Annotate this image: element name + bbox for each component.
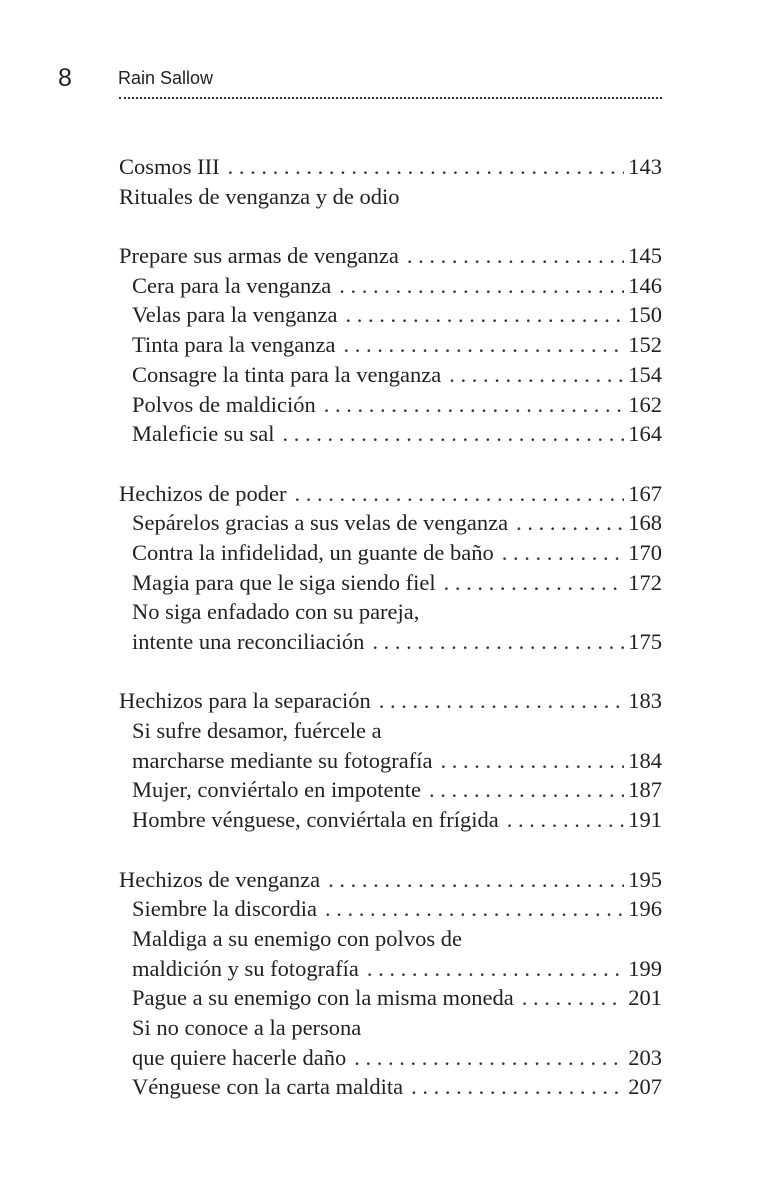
toc-page-number: 167 [628, 480, 662, 506]
toc-entry-title: Vénguese con la carta maldita [132, 1074, 404, 1100]
toc-entry-title: maldición y su fotografía [132, 955, 359, 981]
toc-page-number: 207 [628, 1074, 662, 1100]
toc-subentry [119, 1043, 662, 1073]
table-of-contents [119, 152, 662, 1102]
toc-page-number: 201 [628, 985, 662, 1011]
toc-page-number: 143 [628, 154, 662, 179]
toc-entry-title: Si sufre desamor, fuércele a [132, 718, 382, 744]
dot-leader [372, 627, 624, 657]
dot-leader [441, 746, 625, 776]
toc-subentry [119, 538, 662, 568]
toc-page-number: 187 [628, 777, 662, 803]
page-number: 8 [58, 64, 72, 92]
dot-leader [325, 894, 624, 924]
toc-subentry [119, 954, 662, 984]
toc-entry-title: Hechizos de venganza [119, 866, 321, 892]
dot-leader [507, 805, 625, 835]
toc-entry-title: Hombre vénguese, conviértala en frígida [132, 807, 499, 833]
dot-leader [379, 686, 625, 716]
toc-subentry [119, 1013, 662, 1043]
dot-leader [343, 330, 624, 360]
toc-page-number: 170 [628, 539, 662, 565]
toc-entry-title: Maldiga a su enemigo con polvos de [132, 925, 462, 951]
toc-page-number: 168 [628, 510, 662, 536]
toc-entry-title: Tinta para la venganza [132, 332, 336, 358]
section-gap [119, 211, 662, 241]
toc-subentry [119, 419, 662, 449]
toc-page-number: 175 [628, 629, 662, 654]
toc-subentry [119, 330, 662, 360]
toc-entry-title: Hechizos de poder [119, 480, 287, 506]
toc-page-number: 199 [628, 955, 662, 981]
dot-leader [282, 419, 624, 449]
dot-leader [411, 1072, 624, 1102]
toc-subentry [119, 775, 662, 805]
section-gap [119, 657, 662, 687]
toc-entry-title: Cosmos III [119, 154, 220, 179]
toc-subentry [119, 746, 662, 776]
dot-leader [324, 390, 625, 420]
toc-entry-title: No siga enfadado con su pareja, [132, 599, 420, 625]
toc-page-number: 162 [628, 391, 662, 417]
toc-subentry [119, 716, 662, 746]
toc-entry-title: Mujer, conviértalo en impotente [132, 777, 422, 803]
dot-leader [328, 865, 624, 895]
toc-page-number: 195 [628, 866, 662, 892]
toc-page-number: 152 [628, 332, 662, 358]
toc-entry-title: Maleficie su sal [132, 421, 275, 447]
toc-page-number: 145 [628, 243, 662, 269]
toc-subentry [119, 360, 662, 390]
toc-entry-title: marcharse mediante su fotografía [132, 747, 433, 773]
toc-subentry [119, 568, 662, 598]
toc-entry-title: Sepárelos gracias a sus velas de venganza [132, 510, 509, 536]
dot-leader [429, 775, 624, 805]
toc-page-number: 196 [628, 896, 662, 922]
toc-page-number: 164 [628, 421, 662, 447]
toc-entry-title: Hechizos para la separación [119, 688, 371, 714]
toc-page-number: 154 [628, 361, 662, 387]
dot-leader [502, 538, 624, 568]
toc-entry-title: Consagre la tinta para la venganza [132, 361, 442, 387]
dot-leader [367, 954, 624, 984]
toc-entry-title: que quiere hacerle daño [132, 1044, 347, 1070]
toc-page-number: 191 [628, 807, 662, 833]
toc-page-number: 172 [628, 569, 662, 595]
toc-entry-title: Contra la infidelidad, un guante de baño [132, 539, 494, 565]
toc-entry [119, 479, 662, 509]
toc-entry-title: Prepare sus armas de venganza [119, 243, 399, 269]
dot-leader [346, 300, 625, 330]
header-dotted-rule [119, 97, 662, 99]
dot-leader [449, 360, 624, 390]
toc-subentry [119, 271, 662, 301]
toc-subentry [119, 627, 662, 657]
section-gap [119, 449, 662, 479]
toc-entry-title: Polvos de maldición [132, 391, 316, 417]
toc-entry [119, 241, 662, 271]
toc-entry-title: Pague a su enemigo con la misma moneda [132, 985, 514, 1011]
running-head: Rain Sallow [118, 68, 214, 88]
toc-subentry [119, 508, 662, 538]
toc-entry [119, 152, 662, 182]
toc-page-number: 184 [628, 747, 662, 773]
toc-entry-title: Rituales de venganza y de odio [119, 183, 400, 209]
toc-subentry [119, 983, 662, 1013]
dot-leader [516, 508, 624, 538]
toc-entry-title: Magia para que le siga siendo fiel [132, 569, 436, 595]
toc-entry-title: Siembre la discordia [132, 896, 317, 922]
toc-entry [119, 182, 662, 212]
dot-leader [407, 241, 624, 271]
toc-page-number: 203 [628, 1044, 662, 1070]
toc-entry [119, 686, 662, 716]
dot-leader [354, 1043, 624, 1073]
toc-subentry [119, 597, 662, 627]
toc-subentry [119, 805, 662, 835]
dot-leader [294, 479, 624, 509]
toc-subentry [119, 1072, 662, 1102]
dot-leader [339, 271, 624, 301]
toc-subentry [119, 924, 662, 954]
toc-subentry [119, 894, 662, 924]
toc-entry-title: intente una reconciliación [132, 629, 365, 654]
dot-leader [444, 568, 625, 598]
dot-leader [522, 983, 624, 1013]
toc-entry-title: Velas para la venganza [132, 302, 338, 328]
toc-entry-title: Si no conoce a la persona [132, 1014, 362, 1040]
dot-leader [228, 152, 625, 182]
toc-page-number: 150 [628, 302, 662, 328]
toc-page-number: 146 [628, 272, 662, 298]
section-gap [119, 835, 662, 865]
toc-subentry [119, 390, 662, 420]
toc-entry [119, 865, 662, 895]
toc-page-number: 183 [628, 688, 662, 714]
toc-subentry [119, 300, 662, 330]
page-header [0, 62, 780, 102]
toc-entry-title: Cera para la venganza [132, 272, 332, 298]
